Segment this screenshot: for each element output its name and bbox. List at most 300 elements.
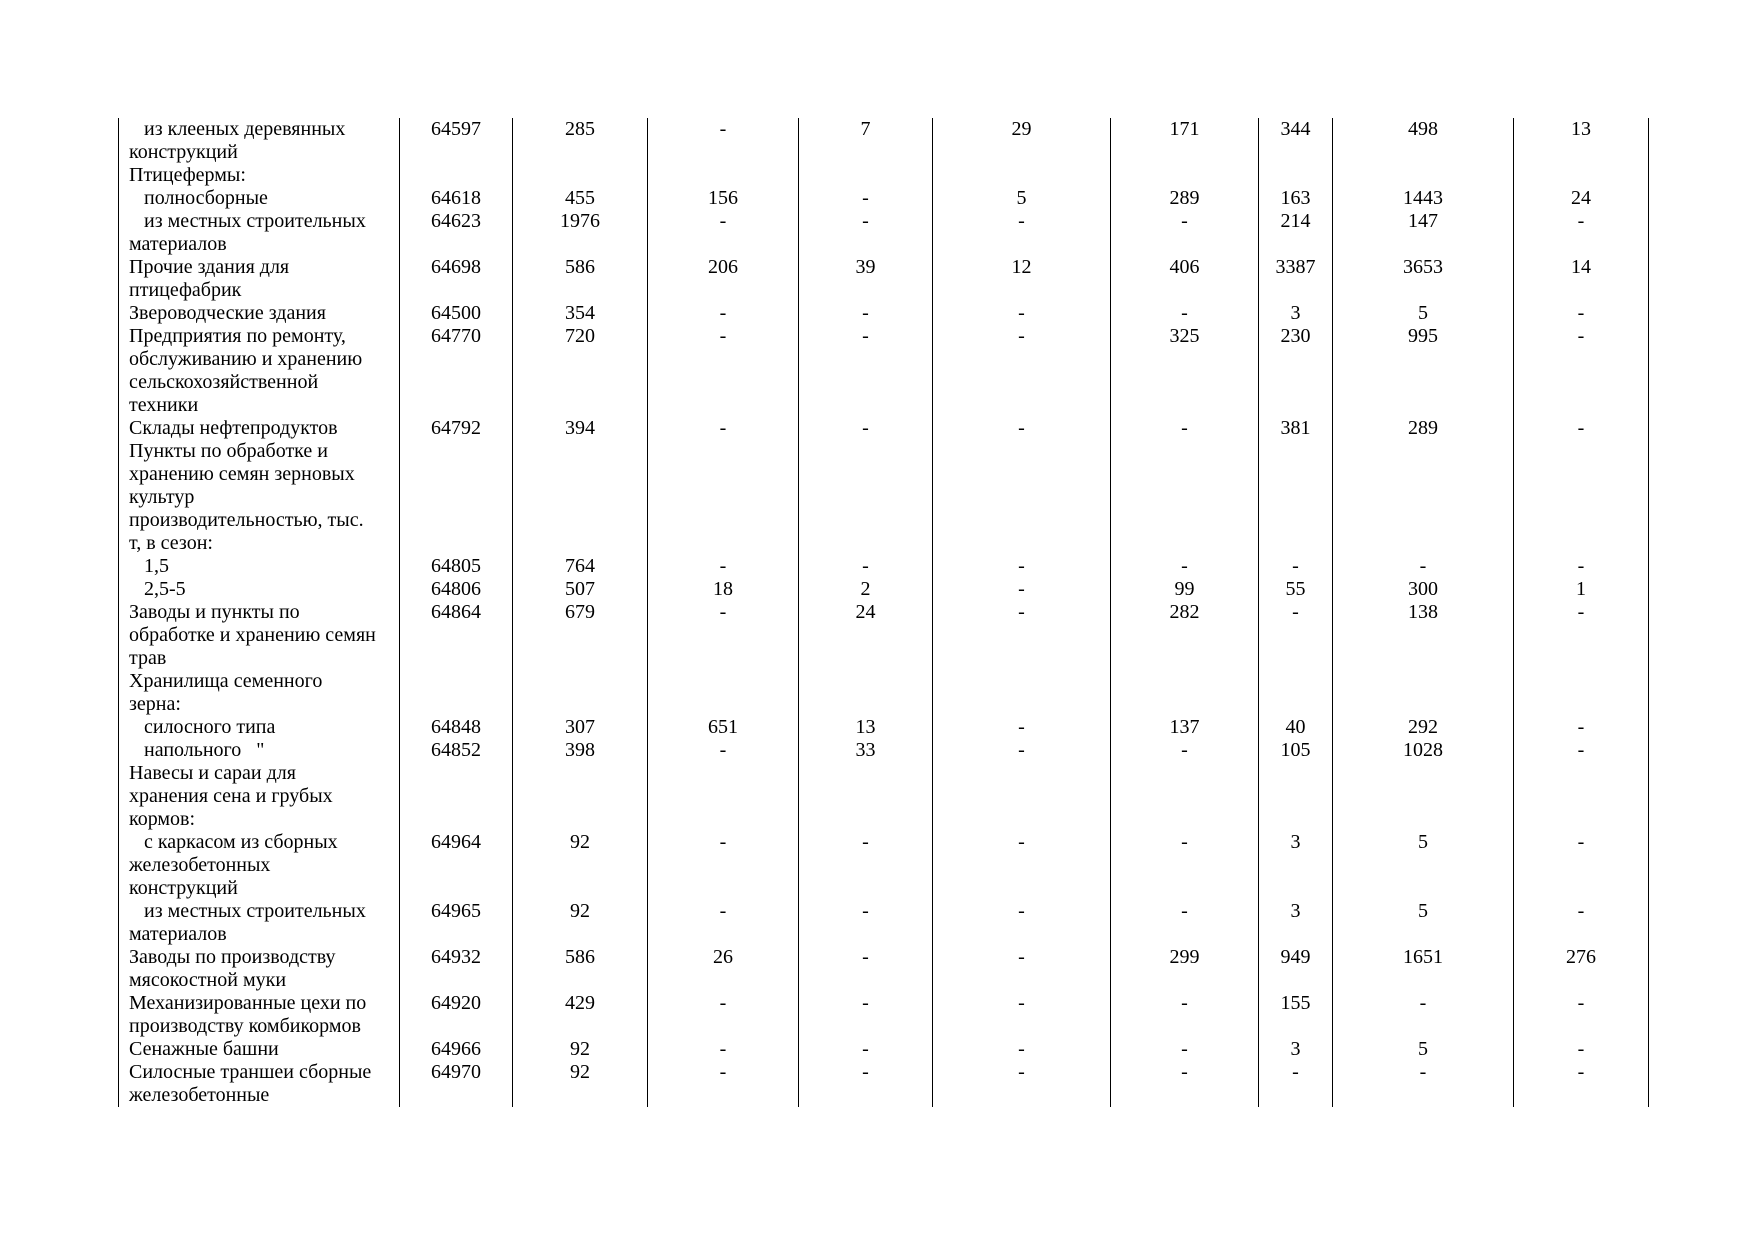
item-name-line: из клееных деревянных (129, 118, 346, 140)
item-name (129, 1038, 395, 1061)
item-name-line: Механизированные цехи по (129, 992, 367, 1014)
col-7-cell (1333, 325, 1514, 417)
col-6-cell (1259, 831, 1333, 900)
col-1-cell (513, 118, 648, 164)
cell-value: 214 (1280, 210, 1311, 232)
code-cell (400, 739, 513, 762)
cell-value: 507 (565, 578, 595, 600)
col-2-cell (648, 118, 799, 164)
col-7-cell (1333, 946, 1514, 992)
cell-value: - (862, 555, 869, 577)
cell-value: 354 (565, 302, 595, 324)
col-2-cell (648, 256, 799, 302)
col-4-cell (933, 831, 1111, 900)
item-name-line: Предприятия по ремонту, (129, 325, 346, 347)
col-7-cell (1333, 716, 1514, 739)
cell-value: - (862, 831, 869, 853)
cell-value: 300 (1408, 578, 1438, 600)
cell-value: - (1419, 992, 1427, 1014)
item-name (129, 164, 395, 187)
col-8-cell (1514, 417, 1649, 440)
cell-value: 92 (570, 831, 590, 853)
col-4-cell (933, 1061, 1111, 1107)
col-4-cell (933, 417, 1111, 440)
col-3-cell (799, 946, 933, 992)
col-3-cell (799, 670, 933, 716)
cell-value: 64806 (431, 578, 481, 600)
cell-value (1514, 440, 1648, 463)
cell-value (1333, 670, 1513, 693)
item-name-cell (119, 118, 400, 164)
col-6-cell (1259, 555, 1333, 578)
code-cell (400, 831, 513, 900)
cell-value (1514, 164, 1648, 187)
cell-value (648, 164, 798, 187)
cell-value: 24 (1571, 187, 1591, 209)
item-name (129, 210, 395, 256)
cell-value: 92 (570, 1061, 590, 1083)
item-name (129, 325, 395, 417)
table-row (119, 302, 1649, 325)
col-3-cell (799, 417, 933, 440)
code-cell (400, 716, 513, 739)
cell-value: 64623 (431, 210, 481, 232)
item-name-cell (119, 325, 400, 417)
cell-value: - (1018, 831, 1025, 853)
cell-value: 64920 (431, 992, 481, 1014)
col-6-cell (1259, 256, 1333, 302)
cell-value: - (1419, 555, 1427, 577)
col-3-cell (799, 578, 933, 601)
item-name-cell (119, 187, 400, 210)
col-6-cell (1259, 302, 1333, 325)
col-1-cell (513, 187, 648, 210)
cell-value (648, 670, 798, 693)
cell-value: 230 (1280, 325, 1311, 347)
col-6-cell (1259, 946, 1333, 992)
col-5-cell (1111, 992, 1259, 1038)
cell-value: 138 (1408, 601, 1438, 623)
code-cell (400, 302, 513, 325)
col-5-cell (1111, 578, 1259, 601)
cell-value: 64852 (431, 739, 481, 761)
item-name-line: напольного " (129, 739, 265, 761)
cell-value: - (1577, 716, 1585, 738)
col-7-cell (1333, 1061, 1514, 1107)
item-name-line: силосного типа (129, 716, 276, 738)
cell-value: 325 (1169, 325, 1200, 347)
item-name-cell (119, 992, 400, 1038)
item-name-cell (119, 946, 400, 992)
cell-value: 3387 (1275, 256, 1316, 278)
cell-value (400, 762, 512, 785)
col-5-cell (1111, 739, 1259, 762)
col-8-cell (1514, 187, 1649, 210)
cell-value: 64864 (431, 601, 481, 623)
item-name-line: материалов (129, 233, 227, 255)
col-6-cell (1259, 325, 1333, 417)
col-2-cell (648, 601, 799, 670)
table-row (119, 946, 1649, 992)
col-3-cell (799, 555, 933, 578)
cell-value: 1443 (1403, 187, 1443, 209)
cell-value: - (1018, 325, 1025, 347)
cell-value (1333, 440, 1513, 463)
item-name-cell (119, 440, 400, 555)
cell-value: 3 (1290, 302, 1301, 324)
item-name-line: птицефабрик (129, 279, 242, 301)
col-8-cell (1514, 164, 1649, 187)
item-name-line: хранению семян зерновых (129, 463, 355, 485)
code-cell (400, 762, 513, 831)
item-name-line: Склады нефтепродуктов (129, 417, 338, 439)
col-8-cell (1514, 578, 1649, 601)
col-1-cell (513, 716, 648, 739)
item-name (129, 992, 395, 1038)
col-8-cell (1514, 762, 1649, 831)
item-name-line: трав (129, 647, 167, 669)
cell-value: - (862, 302, 869, 324)
col-4-cell (933, 739, 1111, 762)
cell-value: 18 (713, 578, 733, 600)
cell-value: - (1181, 555, 1188, 577)
col-4-cell (933, 716, 1111, 739)
item-name-line: культур (129, 486, 195, 508)
col-6-cell (1259, 1038, 1333, 1061)
item-name (129, 118, 395, 164)
cell-value: 679 (565, 601, 595, 623)
cell-value: 2 (860, 578, 871, 600)
col-5-cell (1111, 601, 1259, 670)
cell-value: 64618 (431, 187, 481, 209)
col-8-cell (1514, 325, 1649, 417)
cell-value (513, 762, 647, 785)
cell-value: 13 (1571, 118, 1591, 140)
col-4-cell (933, 210, 1111, 256)
cell-value: 276 (1566, 946, 1596, 968)
col-2-cell (648, 762, 799, 831)
cell-value: 137 (1169, 716, 1200, 738)
col-5-cell (1111, 417, 1259, 440)
code-cell (400, 946, 513, 992)
col-2-cell (648, 831, 799, 900)
col-1-cell (513, 417, 648, 440)
col-7-cell (1333, 831, 1514, 900)
col-6-cell (1259, 578, 1333, 601)
col-7-cell (1333, 1038, 1514, 1061)
cell-value: - (1577, 992, 1585, 1014)
cell-value: 3 (1290, 900, 1301, 922)
cell-value: 344 (1280, 118, 1311, 140)
cell-value: - (1181, 992, 1188, 1014)
code-cell (400, 440, 513, 555)
item-name-cell (119, 164, 400, 187)
item-name-line: обработке и хранению семян (129, 624, 376, 646)
item-name-cell (119, 302, 400, 325)
col-3-cell (799, 210, 933, 256)
cell-value: - (1018, 210, 1025, 232)
item-name-cell (119, 578, 400, 601)
col-6-cell (1259, 739, 1333, 762)
col-8-cell (1514, 992, 1649, 1038)
table-row (119, 900, 1649, 946)
col-3-cell (799, 739, 933, 762)
cell-value: - (1018, 555, 1025, 577)
col-7-cell (1333, 555, 1514, 578)
cell-value: - (862, 1038, 869, 1060)
cell-value: 995 (1408, 325, 1438, 347)
cell-value: - (1577, 1061, 1585, 1083)
item-name-cell (119, 716, 400, 739)
table-row (119, 601, 1649, 670)
code-cell (400, 555, 513, 578)
cell-value (648, 762, 798, 785)
cell-value: 24 (855, 601, 876, 623)
col-1-cell (513, 831, 648, 900)
item-name-line: производительностью, тыс. (129, 509, 364, 531)
cell-value: 3 (1290, 831, 1301, 853)
col-6-cell (1259, 210, 1333, 256)
cell-value: 3 (1290, 1038, 1301, 1060)
item-name-line: из местных строительных (129, 900, 366, 922)
col-2-cell (648, 440, 799, 555)
col-4-cell (933, 555, 1111, 578)
item-name-line: Прочие здания для (129, 256, 290, 278)
item-name-line: конструкций (129, 141, 238, 163)
code-cell (400, 1038, 513, 1061)
cell-value: - (1018, 417, 1025, 439)
item-name (129, 670, 395, 716)
col-3-cell (799, 1061, 933, 1107)
cell-value (1259, 762, 1332, 785)
cell-value: - (1577, 601, 1585, 623)
col-8-cell (1514, 739, 1649, 762)
item-name (129, 601, 395, 670)
cell-value: 398 (565, 739, 595, 761)
col-4-cell (933, 302, 1111, 325)
col-3-cell (799, 900, 933, 946)
cell-value (1111, 762, 1258, 785)
table-row (119, 187, 1649, 210)
col-4-cell (933, 256, 1111, 302)
cell-value: 155 (1280, 992, 1311, 1014)
item-name-cell (119, 831, 400, 900)
cell-value: - (1018, 900, 1025, 922)
col-1-cell (513, 302, 648, 325)
col-3-cell (799, 601, 933, 670)
item-name-cell (119, 739, 400, 762)
item-name (129, 739, 395, 762)
cell-value: 764 (565, 555, 595, 577)
cell-value (933, 670, 1110, 693)
col-8-cell (1514, 118, 1649, 164)
document-table-container (118, 118, 1648, 1113)
cell-value: - (1181, 1061, 1188, 1083)
col-5-cell (1111, 831, 1259, 900)
item-name-line: из местных строительных (129, 210, 366, 232)
table-row (119, 164, 1649, 187)
cell-value: 14 (1571, 256, 1591, 278)
item-name (129, 946, 395, 992)
col-4-cell (933, 1038, 1111, 1061)
cell-value: 64965 (431, 900, 481, 922)
cell-value: - (862, 325, 869, 347)
col-1-cell (513, 578, 648, 601)
col-7-cell (1333, 164, 1514, 187)
col-1-cell (513, 992, 648, 1038)
col-2-cell (648, 1061, 799, 1107)
cell-value (400, 440, 512, 463)
item-name-line: кормов: (129, 808, 196, 830)
cell-value: - (1577, 900, 1585, 922)
col-5-cell (1111, 256, 1259, 302)
cell-value: 163 (1280, 187, 1311, 209)
item-name (129, 187, 395, 210)
cell-value: - (1181, 900, 1188, 922)
table-row (119, 831, 1649, 900)
cell-value: - (862, 1061, 869, 1083)
col-4-cell (933, 601, 1111, 670)
item-name-cell (119, 256, 400, 302)
col-7-cell (1333, 992, 1514, 1038)
item-name-line: Птицефермы: (129, 164, 246, 186)
cell-value: 455 (565, 187, 595, 209)
cell-value: - (719, 739, 727, 761)
cell-value: 99 (1174, 578, 1195, 600)
col-8-cell (1514, 946, 1649, 992)
table-row (119, 555, 1649, 578)
item-name-line: Пункты по обработке и (129, 440, 328, 462)
col-3-cell (799, 118, 933, 164)
col-5-cell (1111, 164, 1259, 187)
cell-value: 64805 (431, 555, 481, 577)
col-4-cell (933, 164, 1111, 187)
cell-value: 3653 (1403, 256, 1443, 278)
col-5-cell (1111, 187, 1259, 210)
col-2-cell (648, 1038, 799, 1061)
cell-value (1259, 670, 1332, 693)
cell-value: 206 (708, 256, 738, 278)
cell-value: - (1181, 210, 1188, 232)
cell-value: 1028 (1403, 739, 1443, 761)
col-3-cell (799, 302, 933, 325)
item-name (129, 256, 395, 302)
cell-value (933, 164, 1110, 187)
col-4-cell (933, 325, 1111, 417)
cell-value: 1976 (560, 210, 600, 232)
cell-value: 949 (1280, 946, 1311, 968)
cell-value: 1 (1576, 578, 1586, 600)
cell-value: 39 (855, 256, 876, 278)
cell-value: - (1577, 555, 1585, 577)
col-5-cell (1111, 946, 1259, 992)
item-name-cell (119, 210, 400, 256)
cell-value: - (1577, 210, 1585, 232)
cell-value: - (862, 900, 869, 922)
cell-value: 64970 (431, 1061, 481, 1083)
col-3-cell (799, 256, 933, 302)
cell-value: - (1577, 417, 1585, 439)
col-3-cell (799, 831, 933, 900)
table-row (119, 1061, 1649, 1107)
cell-value: 381 (1280, 417, 1311, 439)
item-name-line: техники (129, 394, 199, 416)
cell-value: - (1181, 417, 1188, 439)
cell-value: - (719, 555, 727, 577)
cell-value (400, 670, 512, 693)
cell-value: 29 (1011, 118, 1032, 140)
cell-value: - (862, 210, 869, 232)
col-4-cell (933, 762, 1111, 831)
cell-value: 5 (1016, 187, 1027, 209)
col-6-cell (1259, 670, 1333, 716)
cell-value (933, 762, 1110, 785)
cell-value: - (862, 946, 869, 968)
col-2-cell (648, 946, 799, 992)
cell-value: 12 (1011, 256, 1032, 278)
table-row (119, 256, 1649, 302)
table-row (119, 325, 1649, 417)
cell-value (1333, 762, 1513, 785)
col-5-cell (1111, 302, 1259, 325)
code-cell (400, 578, 513, 601)
col-2-cell (648, 210, 799, 256)
cell-value: 64698 (431, 256, 481, 278)
cell-value: - (719, 118, 727, 140)
cell-value: 26 (713, 946, 733, 968)
item-name (129, 302, 395, 325)
col-8-cell (1514, 1061, 1649, 1107)
cell-value (1333, 164, 1513, 187)
col-5-cell (1111, 1038, 1259, 1061)
cell-value: 299 (1169, 946, 1200, 968)
cell-value: 282 (1169, 601, 1200, 623)
cell-value: - (719, 325, 727, 347)
col-6-cell (1259, 417, 1333, 440)
col-7-cell (1333, 256, 1514, 302)
code-cell (400, 325, 513, 417)
cell-value: 64500 (431, 302, 481, 324)
cell-value: - (1577, 325, 1585, 347)
cell-value: 64848 (431, 716, 481, 738)
item-name-line: материалов (129, 923, 227, 945)
item-name (129, 417, 395, 440)
col-7-cell (1333, 900, 1514, 946)
item-name-line: Навесы и сараи для (129, 762, 296, 784)
cell-value: 586 (565, 946, 595, 968)
table-row (119, 417, 1649, 440)
cell-value: - (1018, 601, 1025, 623)
item-name-line: сельскохозяйственной (129, 371, 319, 393)
col-7-cell (1333, 762, 1514, 831)
table-row (119, 440, 1649, 555)
col-2-cell (648, 716, 799, 739)
col-8-cell (1514, 210, 1649, 256)
cell-value: 92 (570, 1038, 590, 1060)
col-1-cell (513, 164, 648, 187)
cell-value (513, 164, 647, 187)
cell-value (1514, 762, 1648, 785)
col-5-cell (1111, 440, 1259, 555)
col-4-cell (933, 992, 1111, 1038)
cell-value: 156 (708, 187, 738, 209)
item-name-line: 1,5 (129, 555, 169, 577)
cell-value: - (1018, 302, 1025, 324)
cell-value: - (1292, 601, 1299, 623)
cell-value: 33 (855, 739, 876, 761)
data-table (118, 118, 1649, 1107)
cell-value: 5 (1418, 302, 1428, 324)
